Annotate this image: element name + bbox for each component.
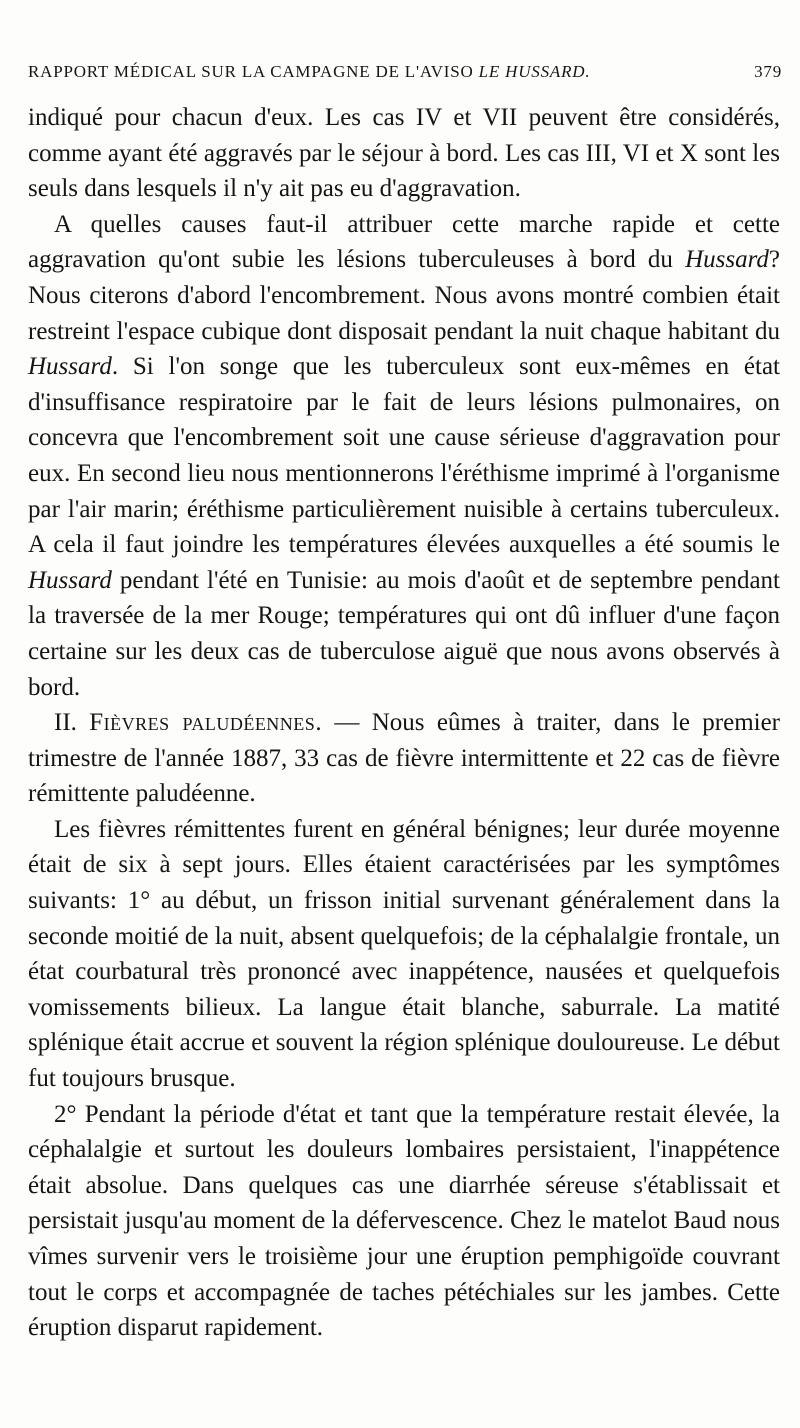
text-run: indiqué pour chacun d'eux. Les cas IV et VII peuvent être considérés, comme ayant été aggravés par le séjour à bord. Les cas III, VI et X sont les seuls dans lesquels il n'y ait pas eu d'aggravation. xyxy=(28,104,780,203)
paragraph-periode-etat xyxy=(28,1097,780,1346)
header-title xyxy=(28,62,590,82)
italic-text: Hussard xyxy=(685,246,769,274)
paragraph-causes xyxy=(28,207,780,705)
paragraph-continuation xyxy=(28,100,780,207)
page-number: 379 xyxy=(754,62,782,81)
header-title-prefix: RAPPORT MÉDICAL SUR LA CAMPAGNE DE L'AVISO xyxy=(28,62,479,81)
text-run: . Si l'on songe que les tuberculeux sont eux-mêmes en état d'insuffisance respiratoire par le fait de leurs lésions pulmonaires, on concevra que l'encombrement soit une cause sérieuse d'aggravation pour eux. En second lieu nous mentionnerons l'éréthisme imprimé à l'organisme par l'air marin; éréthisme particulièrement nuisible à certains tuberculeux. A cela il faut joindre les températures élevées auxquelles a été soumis le xyxy=(28,353,780,559)
italic-text: Hussard xyxy=(28,566,112,594)
text-run: ? Nous citerons d'abord l'encombrement. Nous avons montré combien était restreint l'espace cubique dont disposait pendant la nuit chaque habitant du xyxy=(28,246,780,345)
text-run: 2° Pendant la période d'état et tant que la température restait élevée, la céphalalgie et surtout les douleurs lombaires persistaient, l'inappétence était absolue. Dans quelques cas une diarrhée séreuse s'établissait et persistait jusqu'au moment de la défervescence. Chez le matelot Baud nous vîmes survenir vers le troisième jour une éruption pemphigoïde couvrant tout le corps et accompagnée de taches pétéchiales sur les jambes. Cette éruption disparut rapidement. xyxy=(28,1100,780,1342)
running-header xyxy=(28,62,782,92)
paragraph-fievres-remittentes xyxy=(28,812,780,1097)
text-run: Les fièvres rémittentes furent en général bénignes; leur durée moyenne était de six à sept jours. Elles étaient caractérisées par les symptômes suivants: 1° au début, un frisson initial survenant généralement dans la seconde moitié de la nuit, absent quelquefois; de la céphalalgie frontale, un état courbatural très prononcé avec inappétence, nausées et quelquefois vomissements bilieux. La langue était blanche, saburrale. La matité splénique était accrue et souvent la région splénique douloureuse. Le début fut toujours brusque. xyxy=(28,815,780,1093)
text-run: II. xyxy=(54,709,90,737)
header-title-ship: LE HUSSARD. xyxy=(478,62,591,81)
text-run: A quelles causes faut-il attribuer cette marche rapide et cette aggravation qu'ont subie les lésions tuberculeuses à bord du xyxy=(28,210,780,274)
text-run: — Nous eûmes à traiter, dans le premier trimestre de l'année 1887, 33 cas de fièvre intermittente et 22 cas de fièvre rémittente paludéenne. xyxy=(28,709,781,808)
body-text xyxy=(28,100,780,1346)
text-run: pendant l'été en Tunisie: au mois d'août et de septembre pendant la traversée de la mer Rouge; températures qui ont dû influer d'une façon certaine sur les deux cas de tuberculose aiguë que nous avons observés à bord. xyxy=(28,566,780,701)
italic-text: Hussard xyxy=(28,353,112,381)
section-heading: Fièvres paludéennes. xyxy=(89,709,323,737)
paragraph-fievres-paludeennes xyxy=(28,705,780,812)
